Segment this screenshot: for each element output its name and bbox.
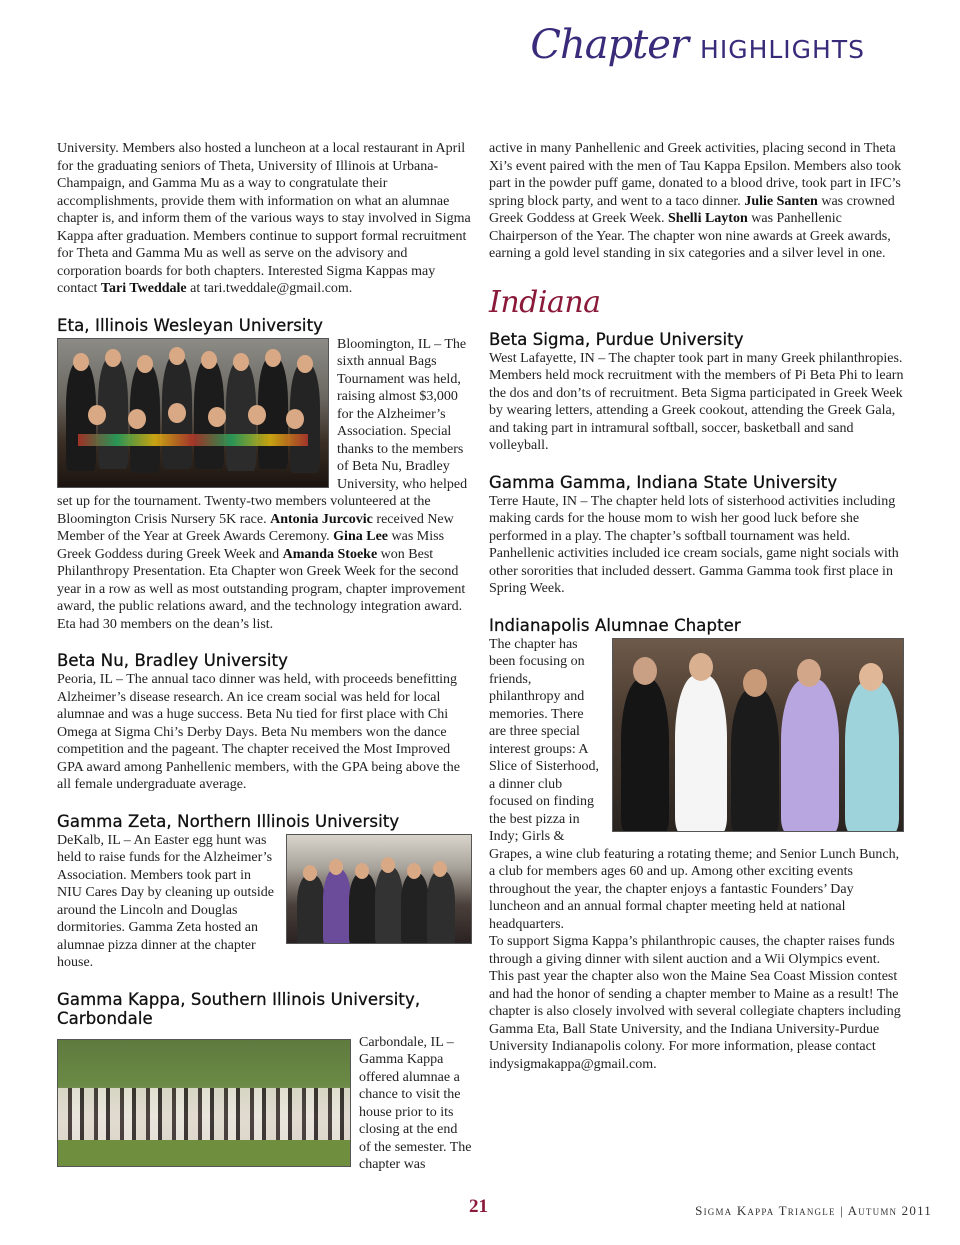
header-caps-word: HIGHLIGHTS bbox=[700, 35, 865, 64]
publication-footer: Sigma Kappa Triangle | Autumn 2011 bbox=[695, 1203, 932, 1218]
left-column bbox=[57, 140, 472, 1174]
gamma-gamma-title: Gamma Gamma, Indiana State University bbox=[489, 472, 838, 492]
gamma-kappa-title: Gamma Kappa, Southern Illinois University, Carbondale bbox=[57, 989, 421, 1028]
continued-paragraph: active in many Panhellenic and Greek activities, placing second in Theta Xi’s event paired with the men of Tau Kappa Epsilon. Members also took part in the powder puff game, donated to a blood drive, took part in IFC’s spring block party, and went to a taco dinner. Julie Santen was crowned Greek Goddess at Greek Week. Shelli Layton was Panhellenic Chairperson of the Year. The chapter won nine awards at Greek awards, earning a gold level standing in six categories and a silver level in one. bbox=[489, 141, 902, 261]
beta-sigma-section bbox=[489, 330, 904, 455]
eta-group-photo bbox=[57, 338, 329, 488]
state-heading: Indiana bbox=[489, 284, 601, 320]
beta-nu-title: Beta Nu, Bradley University bbox=[57, 651, 288, 670]
intro-paragraph: University. Members also hosted a luncheon at a local restaurant in April for the graduating seniors of Theta, University of Illinois at Urbana-Champaign, and Gamma Mu as a way to congratulate their accomplishments, provide them with information on what an alumnae chapter is, and inform them of the various ways to stay involved in Sigma Kappa after graduation. Members continue to support formal recruitment for Theta and Gamma Mu as well as serve on the advisory and corporation boards for both chapters. Interested Sigma Kappas may contact Tari Tweddale at tari.tweddale@gmail.com. bbox=[57, 141, 471, 296]
eta-section bbox=[57, 316, 472, 634]
page-header bbox=[530, 22, 865, 68]
gamma-zeta-section bbox=[57, 812, 472, 972]
indy-body-2: To support Sigma Kappa’s philanthropic causes, the chapter raises funds through a giving dinner with silent auction and a Wii Olympics event. This past year the chapter also won the Maine Sea Coast Mission contest and had the honor of sending a chapter member to Maine as a result! The chapter is also closely involved with several collegiate chapters including Gamma Eta, Ball State University, and the Indiana University-Purdue University Indianapolis colony. For more information, please contact indysigmakappa@gmail.com. bbox=[489, 934, 901, 1072]
indy-title: Indianapolis Alumnae Chapter bbox=[489, 615, 741, 635]
eta-title: Eta, Illinois Wesleyan University bbox=[57, 315, 324, 335]
indy-group-photo bbox=[612, 638, 904, 832]
gamma-kappa-section bbox=[57, 990, 472, 1174]
indy-section bbox=[489, 616, 904, 1074]
beta-sigma-title: Beta Sigma, Purdue University bbox=[489, 329, 744, 349]
gamma-gamma-body: Terre Haute, IN – The chapter held lots of sisterhood activities including making cards for the house mom to wish her good luck before she performed in a play. The chapter’s softball tournament was held. Panhellenic activities included ice cream socials, game night socials with other sororities that included dessert. Gamma Gamma took first place in Spring Week. bbox=[489, 493, 899, 596]
header-script-word: Chapter bbox=[530, 22, 689, 68]
gamma-kappa-group-photo bbox=[57, 1039, 351, 1167]
indy-body-1: The chapter has been focusing on friends, philanthropy and memories. There are three special interest groups: A Slice of Sisterhood, a dinner club focused on finding the best pizza in Indy; Girls & Grapes, a wine club featuring a rotating theme; and Senior Lunch Bunch, a club for members ages 60 and up. Among other exciting events throughout the year, the chapter enjoys a fantastic Founders’ Day luncheon and an annual formal chapter meeting held at national headquarters. bbox=[489, 636, 900, 932]
gamma-zeta-body: DeKalb, IL – An Easter egg hunt was held to raise funds for the Alzheimer’s Association. Members took part in NIU Cares Day by cleaning up outside around the Lincoln and Douglas dormitories. Gamma Zeta hosted an alumnae pizza dinner at the chapter house. bbox=[57, 832, 274, 970]
eta-body: Bloomington, IL – The sixth annual Bags Tournament was held, raising almost $3,000 for the Alzheimer’s Association. Special thanks to the members of Beta Nu, Bradley University, who helped set up for the tournament. Twenty-two members volunteered at the Bloomington Crisis Nursery 5K race. Antonia Jurcovic received New Member of the Year at Greek Awards Ceremony. Gina Lee was Miss Greek Goddess during Greek Week and Amanda Stoeke won Best Philanthropy Presentation. Eta Chapter won Greek Week for the second year in a row as well as most outstanding program, chapter improvement award, the public relations award, and the technology integration award. Eta had 30 members on the dean’s list. bbox=[57, 336, 468, 632]
beta-sigma-body: West Lafayette, IN – The chapter took part in many Greek philanthropies. Members held mock recruitment with the members of Pi Beta Phi to learn the dos and don’ts of recruitment. Beta Sigma participated in Greek Week by wearing letters, attending a Greek cookout, attending the Greek Gala, and taking part in intramural softball, soccer, basketball and sand volleyball. bbox=[489, 350, 904, 453]
gamma-gamma-section bbox=[489, 473, 904, 598]
beta-nu-body: Peoria, IL – The annual taco dinner was held, with proceeds benefitting Alzheimer’s disease research. An ice cream social was held for local alumnae and was a huge success. Beta Nu tied for first place with Chi Omega at Sigma Chi’s Derby Days. Beta Nu members won the dance competition and the pageant. The chapter received the Most Improved GPA award among Panhellenic members, with the GPA being above the all female undergraduate average. bbox=[57, 672, 460, 792]
gamma-zeta-title: Gamma Zeta, Northern Illinois University bbox=[57, 811, 400, 831]
gamma-zeta-group-photo bbox=[286, 834, 472, 944]
page-number: 21 bbox=[469, 1196, 488, 1217]
right-column bbox=[489, 140, 904, 1073]
gamma-kappa-body: Carbondale, IL – Gamma Kappa offered alumnae a chance to visit the house prior to its closing at the end of the semester. The chapter was bbox=[359, 1034, 472, 1172]
beta-nu-section bbox=[57, 651, 472, 794]
